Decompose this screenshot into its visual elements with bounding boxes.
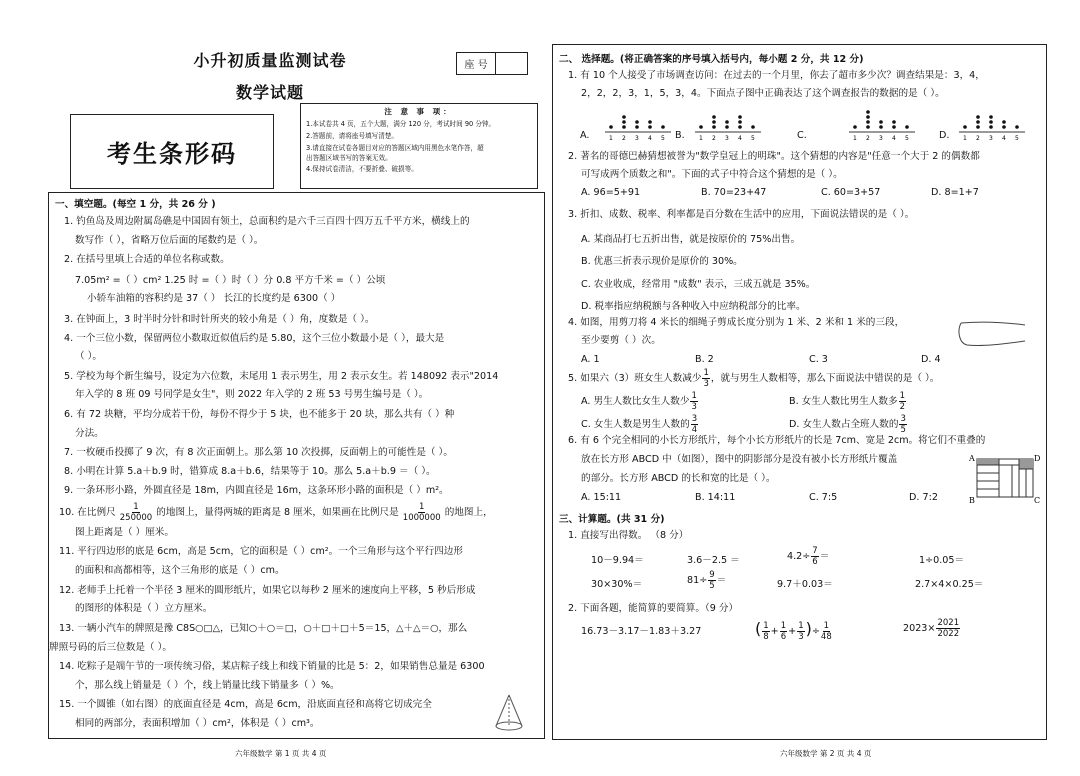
notes-title: 注 意 事 项：	[384, 107, 454, 116]
plot-dot	[866, 115, 870, 119]
q6-option-c[interactable]: C. 7:5	[809, 492, 838, 503]
q-line: 2. 在括号里填上合适的单位名称或数。	[64, 254, 230, 265]
seat-input[interactable]	[496, 53, 527, 74]
notes-box	[300, 103, 538, 189]
q10-line	[59, 501, 493, 525]
q-line: 6. 有 6 个完全相同的小长方形纸片，每个小长方形纸片的长是 7cm、宽是 2cm。将它们不重叠的	[568, 435, 986, 446]
q4-option-b[interactable]: B. 2	[695, 354, 714, 365]
scale-fraction-2: $\frac{1}{1000000}$	[402, 501, 441, 523]
q3-option-a[interactable]: A. 某商品打七五折出售，就是按原价的 75%出售。	[581, 234, 801, 245]
exam-title: 小升初质量监测试卷	[193, 51, 347, 70]
q1-option-d[interactable]: D.	[939, 130, 950, 141]
section1-panel	[48, 192, 545, 739]
axis-tick-label: 5	[661, 135, 665, 142]
plot-dot	[725, 125, 729, 129]
q-line: 2，2，2，3，1，5，3，4。下面点子图中正确表达了这个调查报告的数据的是（ ）。	[581, 88, 945, 99]
calc-item: 10－9.94＝	[591, 555, 644, 566]
plot-dot	[648, 125, 652, 129]
note-line: 2.答题前，请将座号填写清楚。	[306, 132, 399, 140]
calc-sub2: 2. 下面各题，能简算的要简算。（9 分）	[568, 603, 739, 614]
note-line: 1.本试卷共 4 页，五个大题，满分 120 分，考试时间 90 分钟。	[306, 120, 496, 128]
seat-label: 座 号	[457, 53, 496, 74]
q2-option-c[interactable]: C. 60=3+57	[821, 187, 881, 198]
plot-dot	[622, 125, 626, 129]
q5-option-c[interactable]: C. 女生人数是男生人数的 $\frac{3}{4}$	[581, 413, 698, 435]
calc-item: 9.7＋0.03＝	[777, 579, 833, 590]
axis-tick-label: 4	[738, 135, 742, 142]
q-line: 15. 一个圆锥（如右图）的底面直径是 4cm，高是 6cm，沿底面直径和高将它切成完全	[59, 699, 432, 710]
plot-dot	[989, 120, 993, 124]
q2-option-d[interactable]: D. 8=1+7	[931, 187, 979, 198]
plot-dot	[976, 125, 980, 129]
cone-figure	[491, 693, 531, 735]
plot-dot	[892, 120, 896, 124]
axis-tick-label: 5	[1015, 135, 1019, 142]
expr-2: ( $\frac{1}{8}$ + $\frac{1}{6}$ + $\frac{1}{3}$ )÷ $\frac{1}{48}$	[755, 619, 832, 642]
plot-dot	[635, 120, 639, 124]
axis-tick-label: 4	[892, 135, 896, 142]
q4-option-a[interactable]: A. 1	[581, 354, 600, 365]
calc-item: 3.6－2.5 ＝	[687, 555, 740, 566]
q-line: 的部分。长方形 ABCD 的长和宽的比是（ ）。	[581, 473, 776, 484]
q5-text-b: ，就与男生人数相等，那么下面说法中错误的是（ ）。	[710, 373, 940, 384]
dot-plot-d	[957, 107, 1027, 143]
q-line: 3. 在钟面上，3 时半时分针和时针所夹的较小角是（ ）角，度数是（ ）。	[64, 314, 375, 325]
plot-dot	[712, 120, 716, 124]
q-line: 4. 如图，用剪刀将 4 米长的细绳子剪成长度分别为 1 米、2 米和 1 米的三段，	[568, 317, 905, 328]
plot-dot	[699, 125, 703, 129]
q-line: 牌照号码的后三位数是（ ）。	[49, 642, 172, 653]
plot-dot	[622, 115, 626, 119]
q-line: 6. 有 72 块糖，平均分成若干份，每份不得少于 5 块，也不能多于 20 块，那么共有（ ）种	[64, 409, 455, 420]
corner-label-b: B	[969, 496, 975, 503]
expr-3: 2023× $\frac{2021}{2022}$	[903, 617, 960, 639]
plot-dot	[879, 120, 883, 124]
q-line: 2. 著名的哥德巴赫猜想被誉为"数学皇冠上的明珠"。这个猜想的内容是"任意一个大于 2 的偶数都	[568, 151, 980, 162]
corner-label-a: A	[969, 454, 975, 463]
axis-tick-label: 2	[712, 135, 716, 142]
q1-option-c[interactable]: C.	[797, 130, 807, 141]
q-line: 3. 折扣、成数、税率、利率都是百分数在生活中的应用，下面说法错误的是（ ）。	[568, 209, 915, 220]
plot-dot	[648, 120, 652, 124]
rectangle-abcd-figure	[969, 451, 1041, 503]
dot-plot-c	[847, 107, 917, 143]
q3-option-d[interactable]: D. 税率指应纳税额与各种收入中应纳税部分的比率。	[581, 301, 806, 312]
plot-dot	[738, 115, 742, 119]
q-line: 4. 一个三位小数，保留两位小数取近似值后约是 5.80，这个三位小数最小是（ ），最大是	[64, 333, 445, 344]
q6-option-a[interactable]: A. 15:11	[581, 492, 622, 503]
q-line: 7.05m² =（ ）cm² 1.25 时 =（ ）时（ ）分 0.8 平方千米 =（ ）公顷	[75, 275, 386, 286]
axis-tick-label: 1	[609, 135, 613, 142]
q10-text-a: 的地图上，量得两城的距离是 8 厘米，如果画在比例尺是	[156, 507, 399, 518]
axis-tick-label: 3	[989, 135, 993, 142]
q-line: 放在长方形 ABCD 中（如图），图中的阴影部分是没有被小长方形纸片覆盖	[581, 454, 898, 465]
calc-item: 81÷ $\frac{9}{5}$ ＝	[687, 569, 727, 591]
plot-dot	[751, 125, 755, 129]
axis-tick-label: 2	[866, 135, 870, 142]
q5-fraction: $\frac{1}{3}$	[703, 367, 709, 389]
q1-option-b[interactable]: B.	[675, 130, 685, 141]
q2-option-a[interactable]: A. 96=5+91	[581, 187, 641, 198]
plot-dot	[609, 125, 613, 129]
footer-right: 六年级数学 第 2 页 共 4 页	[780, 749, 872, 758]
footer-left: 六年级数学 第 1 页 共 4 页	[235, 749, 327, 758]
q10-label: 10. 在比例尺	[59, 507, 116, 518]
plot-dot	[712, 125, 716, 129]
expr-1: 16.73－3.17－1.83＋3.27	[581, 626, 702, 637]
plot-dot	[622, 120, 626, 124]
q6-option-d[interactable]: D. 7:2	[909, 492, 938, 503]
q5-option-b[interactable]: B. 女生人数比男生人数多 $\frac{1}{2}$	[789, 390, 906, 412]
q-line: 9. 一条环形小路，外圆直径是 18m，内圆直径是 16m，这条环形小路的面积是（ ）m²。	[64, 485, 449, 496]
axis-tick-label: 3	[725, 135, 729, 142]
note-line: 3.请直接在试卷各题目对应的答题区域内用黑色水笔作答，超	[306, 144, 484, 152]
plot-dot	[1015, 125, 1019, 129]
plot-dot	[725, 120, 729, 124]
plot-dot	[1002, 120, 1006, 124]
section1-title: 一、填空题。(每空 1 分，共 26 分 )	[55, 199, 216, 210]
dot-plot-b	[693, 107, 763, 143]
axis-tick-label: 3	[879, 135, 883, 142]
calc-item: 4.2÷ $\frac{7}{6}$ ＝	[787, 545, 830, 567]
calc-sub1: 1. 直接写出得数。 （8 分）	[568, 530, 689, 541]
q3-option-b[interactable]: B. 优惠三折表示现价是原价的 30%。	[581, 256, 743, 267]
axis-tick-label: 4	[1002, 135, 1006, 142]
q-line: 个，那么线上销量是（ ）个，线上销量比线下销量多（ ）%。	[75, 680, 340, 691]
axis-tick-label: 1	[699, 135, 703, 142]
seat-number-box[interactable]	[456, 52, 528, 75]
plot-dot	[712, 115, 716, 119]
q-line: 11. 平行四边形的底是 6cm，高是 5cm，它的面积是（ ）cm²。一个三角形与这个平行四边形	[59, 546, 463, 557]
q5-option-a[interactable]: A. 男生人数比女生人数少 $\frac{1}{3}$	[581, 390, 697, 412]
q-line: 8. 小明在计算 5.a＋b.9 时，错算成 8.a＋b.6，结果等于 10。那么 5.a＋b.9 ＝（ ）。	[64, 466, 436, 477]
plot-dot	[866, 110, 870, 114]
plot-dot	[738, 120, 742, 124]
rope-figure	[955, 317, 1027, 351]
q-line: 7. 一枚硬币投掷了 9 次，有 8 次正面朝上。那么第 10 次投掷，反面朝上的可能性是（ ）。	[64, 447, 453, 458]
plot-dot	[866, 125, 870, 129]
q3-option-c[interactable]: C. 农业收成，经常用 "成数" 表示，三成五就是 35%。	[581, 279, 816, 290]
q5-option-d[interactable]: D. 女生人数占全班人数的 $\frac{3}{5}$	[789, 413, 906, 435]
axis-tick-label: 1	[853, 135, 857, 142]
q4-option-c[interactable]: C. 3	[809, 354, 828, 365]
note-line: 出答题区域书写的答案无效。	[306, 154, 392, 162]
q-line: 年入学的 8 班 09 号同学是女生"，则 2022 年入学的 2 班 53 号男生编号是（ ）。	[75, 389, 429, 400]
q4-option-d[interactable]: D. 4	[921, 354, 941, 365]
dot-plot-a	[603, 107, 673, 143]
axis-tick-label: 2	[976, 135, 980, 142]
q-line: 5. 学校为每个新生编号，设定为六位数，末尾用 1 表示男生，用 2 表示女生。若 148092 表示"2014	[64, 371, 499, 382]
plot-dot	[738, 125, 742, 129]
plot-dot	[989, 115, 993, 119]
plot-dot	[989, 125, 993, 129]
axis-tick-label: 4	[648, 135, 652, 142]
note-line: 4.保持试卷清洁，不要折叠、破损等。	[306, 165, 418, 173]
axis-tick-label: 3	[635, 135, 639, 142]
q5-text-a: 5. 如果六（3）班女生人数减少	[568, 373, 702, 384]
q-line: 小轿车油箱的容积约是 37（ ） 长江的长度约是 6300（ ）	[87, 293, 341, 304]
calc-item: 1÷0.05＝	[919, 555, 965, 566]
section2-panel	[552, 44, 1047, 740]
plot-dot	[853, 125, 857, 129]
q-line: 1. 有 10 个人接受了市场调查访问：在过去的一个月里，你去了超市多少次？调查结果是：3，4，	[568, 70, 985, 81]
q-line: 的图形的体积是（ ）立方厘米。	[75, 603, 213, 614]
plot-dot	[976, 115, 980, 119]
scale-fraction-1: $\frac{1}{250000}$	[119, 501, 153, 523]
q-line: 1. 钓鱼岛及周边附属岛礁是中国固有领土，总面积约是六千三百四十四万五千平方米，横线上的	[64, 216, 470, 227]
section3-title: 三、计算题。(共 31 分)	[559, 514, 665, 525]
section2-title: 二、 选择题。(将正确答案的序号填入括号内，每小题 2 分，共 12 分)	[559, 54, 864, 65]
barcode-area: 考生条形码	[70, 114, 274, 189]
q2-option-b[interactable]: B. 70=23+47	[701, 187, 767, 198]
q6-option-b[interactable]: B. 14:11	[695, 492, 736, 503]
q-line: 的面积和高都相等，这个三角形的底是（ ）cm。	[75, 565, 285, 576]
corner-label-c: C	[1034, 496, 1041, 503]
plot-dot	[892, 125, 896, 129]
q-line: 图上距离是（ ）厘米。	[75, 527, 174, 538]
plot-dot	[635, 125, 639, 129]
calc-item: 2.7×4×0.25＝	[915, 579, 984, 590]
plot-dot	[905, 125, 909, 129]
plot-dot	[661, 125, 665, 129]
plot-dot	[1002, 125, 1006, 129]
plot-dot	[963, 125, 967, 129]
axis-tick-label: 2	[622, 135, 626, 142]
axis-tick-label: 5	[751, 135, 755, 142]
q-line: 12. 老师手上托着一个半径 3 厘米的圆形纸片，如果它以每秒 2 厘米的速度向上平移，5 秒后形成	[59, 585, 476, 596]
axis-tick-label: 1	[963, 135, 967, 142]
q-line: 至少要剪（ ）次。	[581, 335, 661, 346]
q5-line	[568, 367, 939, 391]
calc-item: 30×30%＝	[591, 579, 643, 590]
q-line: 14. 吃粽子是端午节的一项传统习俗，某店粽子线上和线下销量的比是 5：2，如果销售总量是 6300	[59, 661, 485, 672]
exam-subtitle: 数学试题	[235, 83, 304, 102]
plot-dot	[976, 120, 980, 124]
q-line: 可写成两个质数之和"。下面的式子中符合这个猜想的是（ ）。	[581, 169, 843, 180]
plot-dot	[866, 120, 870, 124]
corner-label-d: D	[1034, 454, 1041, 463]
q-line: 相同的两部分，表面积增加（ ）cm²，体积是（ ）cm³。	[75, 718, 320, 729]
q-line: 数写作（ ），省略万位后面的尾数约是（ ）。	[75, 235, 264, 246]
axis-tick-label: 5	[905, 135, 909, 142]
q-line: （ ）。	[75, 351, 103, 362]
q-line: 分法。	[75, 428, 104, 439]
q10-text-b: 的地图上，	[444, 507, 493, 518]
q1-option-a[interactable]: A.	[580, 130, 590, 141]
q-line: 13. 一辆小汽车的牌照是豫 C8S○□△，已知○＋○＝□，○＋□＋□＋5＝15，△＋△＝○，那么	[59, 623, 468, 634]
plot-dot	[879, 125, 883, 129]
